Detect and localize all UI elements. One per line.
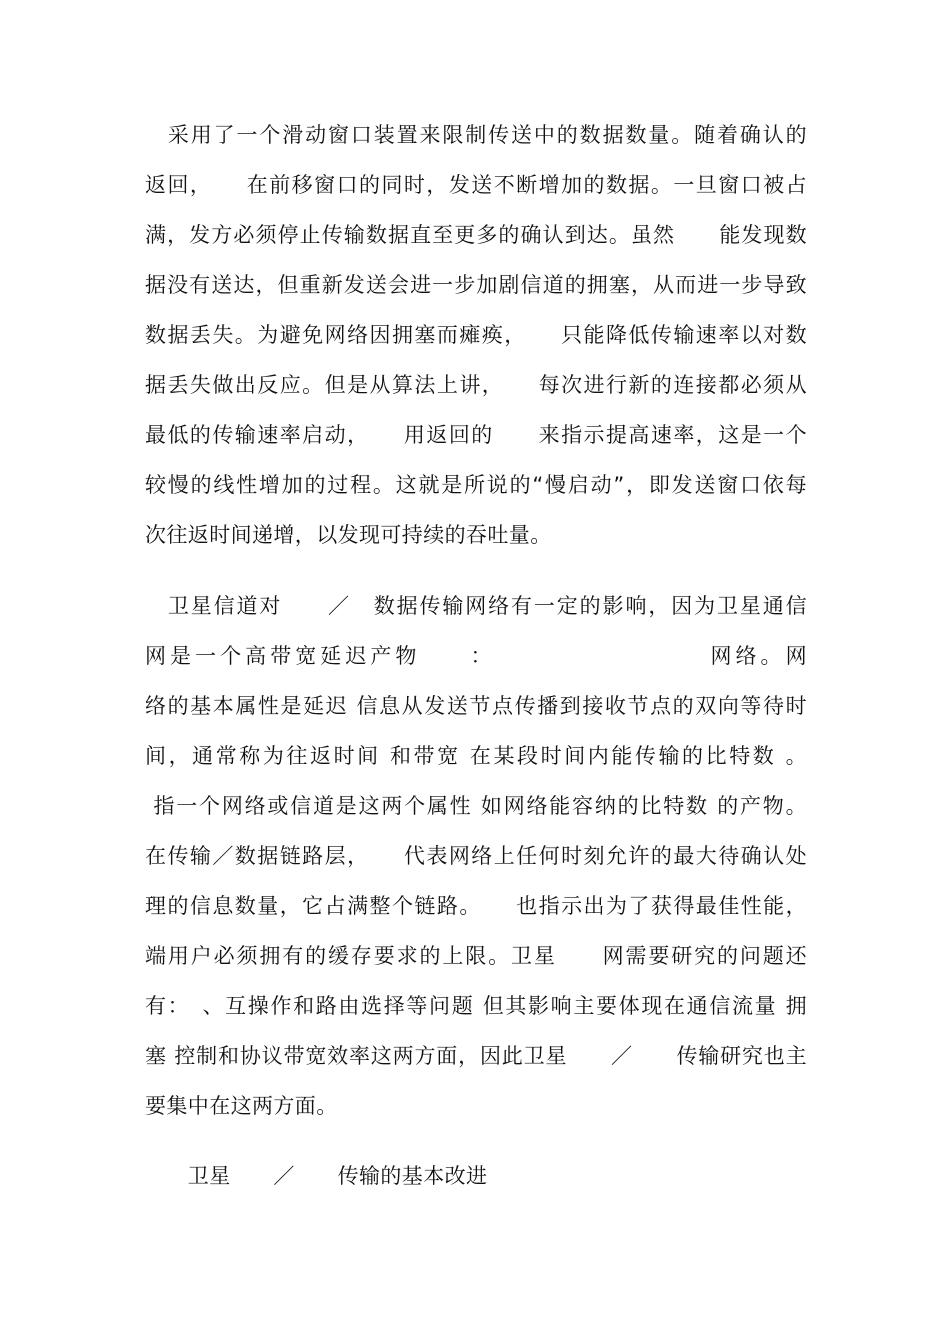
paragraph-line: 据丢失做出反应。但是从算法上讲， 每次进行新的连接都必须从 [145,373,807,397]
paragraph-line: 采用了一个滑动窗口装置来限制传送中的数据数量。随着确认的 [145,123,807,147]
paragraph-line: 理的信息数量，它占满整个链路。 也指示出为了获得最佳性能， [145,894,807,918]
section-heading: 卫星 ／ 传输的基本改进 [145,1164,488,1188]
paragraph-line: 返回， 在前移窗口的同时，发送不断增加的数据。一旦窗口被占 [145,173,807,197]
paragraph-line: 网是一个高带宽延迟产物 ： 网络。网 [145,644,807,668]
paragraph-line: 塞 控制和协议带宽效率这两方面，因此卫星 ／ 传输研究也主 [145,1044,807,1068]
paragraph-line: 数据丢失。为避免网络因拥塞而瘫痪， 只能降低传输速率以对数 [145,323,807,347]
paragraph-line: 要集中在这两方面。 [145,1094,338,1118]
paragraph-line: 指一个网络或信道是这两个属性 如网络能容纳的比特数 的产物。 [145,794,807,818]
paragraph-line: 络的基本属性是延迟 信息从发送节点传播到接收节点的双向等待时 [145,694,807,718]
paragraph-line: 端用户必须拥有的缓存要求的上限。卫星 网需要研究的问题还 [145,944,807,968]
paragraph-line: 有： 、互操作和路由选择等问题 但其影响主要体现在通信流量 拥 [145,994,807,1018]
paragraph-line: 次往返时间递增，以发现可持续的吞吐量。 [145,523,552,547]
paragraph-line: 卫星信道对 ／ 数据传输网络有一定的影响，因为卫星通信 [145,594,807,618]
paragraph-line: 满，发方必须停止传输数据直至更多的确认到达。虽然 能发现数 [145,223,807,247]
paragraph-line: 最低的传输速率启动， 用返回的 来指示提高速率，这是一个 [145,423,807,447]
paragraph-line: 较慢的线性增加的过程。这就是所说的“慢启动”，即发送窗口依每 [145,473,807,497]
paragraph-line: 间，通常称为往返时间 和带宽 在某段时间内能传输的比特数 。 [145,744,807,768]
paragraph-line: 在传输／数据链路层， 代表网络上任何时刻允许的最大待确认处 [145,844,807,868]
paragraph-line: 据没有送达，但重新发送会进一步加剧信道的拥塞，从而进一步导致 [145,273,807,297]
